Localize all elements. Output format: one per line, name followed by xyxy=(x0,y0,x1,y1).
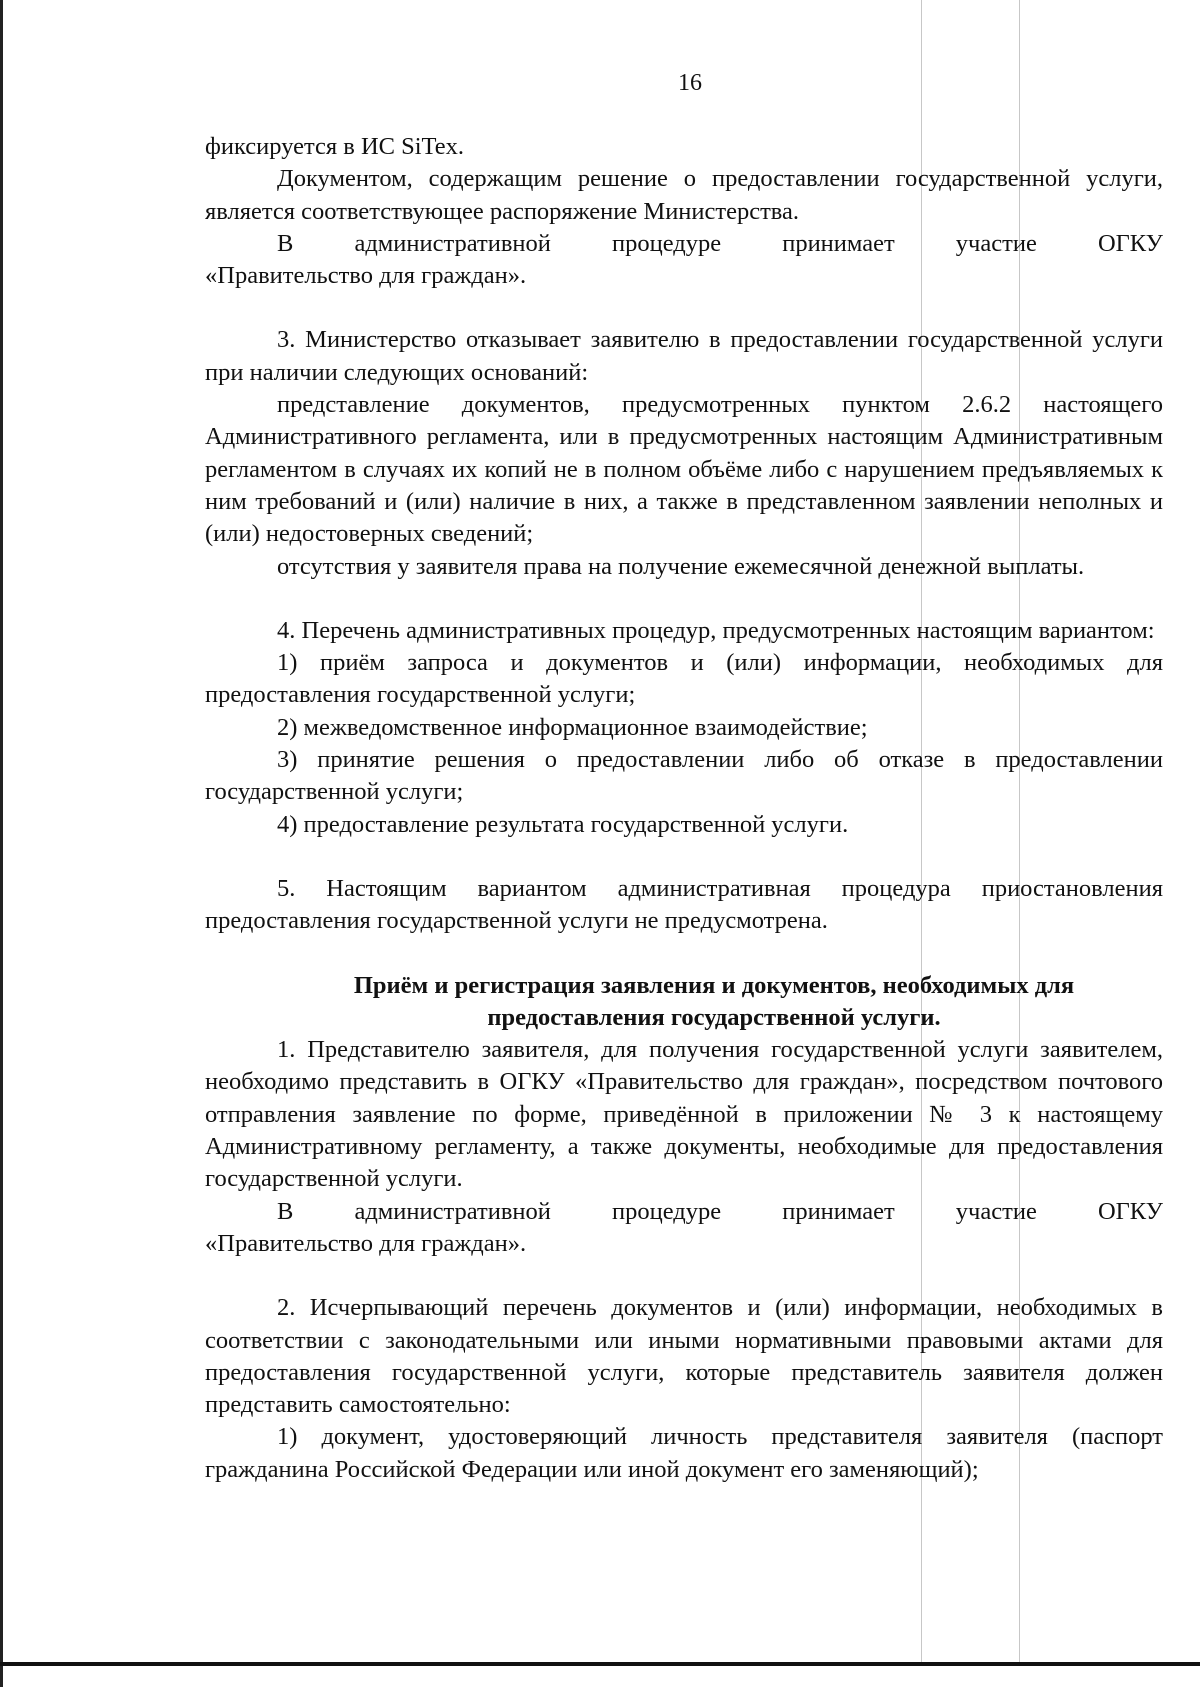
paragraph: В административной процедуре принимает участие ОГКУ xyxy=(277,1197,1163,1225)
list-item: 1) приём запроса и документов и (или) информации, необходимых для предоставления государственной услуги; xyxy=(205,649,1163,709)
paragraph: «Правительство для граждан». xyxy=(205,262,527,290)
list-item: 3) принятие решения о предоставлении либо об отказе в предоставлении государственной услуги; xyxy=(205,746,1163,806)
paragraph: фиксируется в ИС SiTex. xyxy=(205,133,465,160)
scan-edge-bottom xyxy=(0,1662,1200,1666)
paragraph: 4. Перечень административных процедур, предусмотренных настоящим вариантом: xyxy=(277,616,1155,644)
list-item: 2) межведомственное информационное взаимодействие; xyxy=(277,713,868,741)
document-body xyxy=(205,131,1163,1486)
section-heading: предоставления государственной услуги. xyxy=(487,1003,941,1031)
list-item: 4) предоставление результата государственной услуги. xyxy=(277,810,849,838)
scan-edge-left xyxy=(0,0,3,1687)
paragraph: отсутствия у заявителя права на получение ежемесячной денежной выплаты. xyxy=(277,552,1085,580)
page-number: 16 xyxy=(678,70,702,96)
paragraph: представление документов, предусмотренных пунктом 2.6.2 настоящего Административного регламента, или в предусмотренных настоящим Административным регламентом в случаях их копий не в полном объёме либо с нарушением предъявляемых к ним требований и (или) наличие в них, а также в представленном заявлении неполных и (или) недостоверных сведений; xyxy=(205,391,1163,548)
paragraph: 1. Представителю заявителя, для получения государственной услуги заявителем, необходимо представить в ОГКУ «Правительство для граждан», посредством почтового отправления заявление по форме, приведённой в приложении № 3 к настоящему Административному регламенту, а также документы, необходимые для предоставления государственной услуги. xyxy=(205,1036,1163,1193)
paragraph: 2. Исчерпывающий перечень документов и (или) информации, необходимых в соответствии с законодательными или иными нормативными правовыми актами для предоставления государственной услуги, которые представитель заявителя должен представить самостоятельно: xyxy=(205,1294,1163,1419)
paragraph: 3. Министерство отказывает заявителю в предоставлении государственной услуги при наличии следующих оснований: xyxy=(205,326,1163,386)
paragraph: «Правительство для граждан». xyxy=(205,1229,527,1257)
paragraph: Документом, содержащим решение о предоставлении государственной услуги, является соответствующее распоряжение Министерства. xyxy=(205,165,1163,225)
paragraph: В административной процедуре принимает участие ОГКУ xyxy=(277,229,1163,257)
section-heading: Приём и регистрация заявления и документов, необходимых для xyxy=(353,971,1075,999)
list-item: 1) документ, удостоверяющий личность представителя заявителя (паспорт гражданина Российской Федерации или иной документ его заменяющий); xyxy=(205,1423,1163,1483)
paragraph: 5. Настоящим вариантом административная процедура приостановления предоставления государственной услуги не предусмотрена. xyxy=(205,874,1163,935)
